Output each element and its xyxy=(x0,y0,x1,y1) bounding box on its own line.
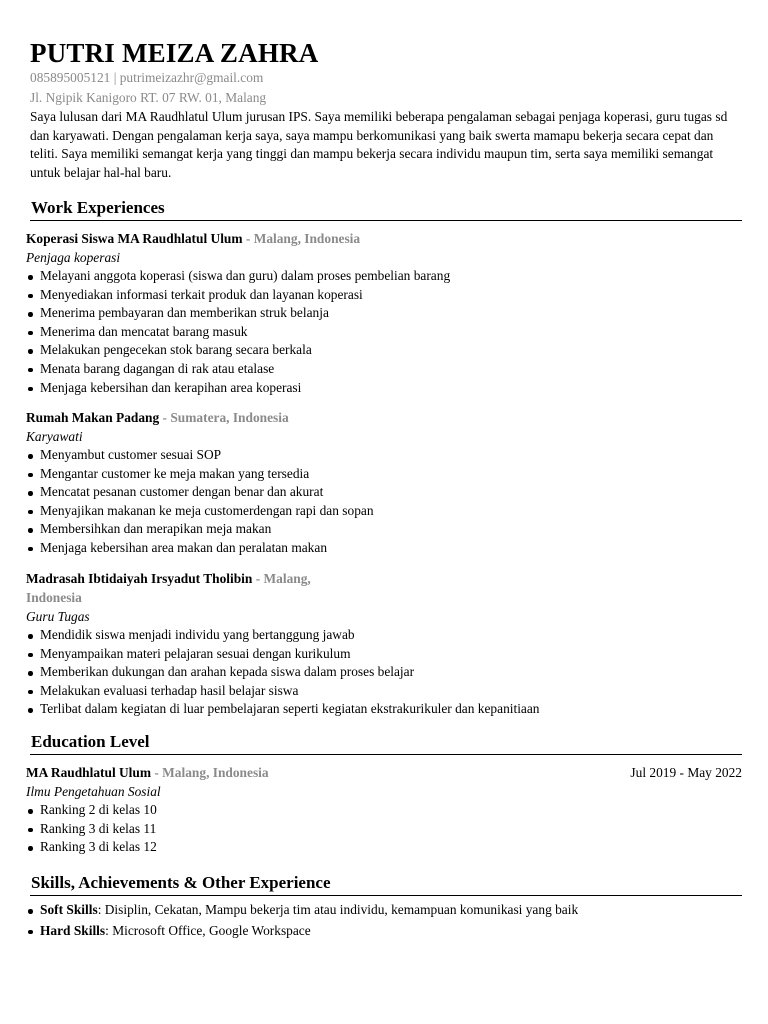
list-item: Menjaga kebersihan dan kerapihan area koperasi xyxy=(40,379,742,398)
entry-header xyxy=(26,229,742,248)
work-entry-rumah-makan xyxy=(26,408,742,558)
entry-location: Malang, Indonesia xyxy=(162,765,269,780)
entry-header xyxy=(26,408,742,427)
entry-organization: Madrasah Ibtidaiyah Irsyadut Tholibin xyxy=(26,571,253,586)
skill-value: : Microsoft Office, Google Workspace xyxy=(105,922,311,938)
entry-bullet-list xyxy=(26,801,742,857)
section-title-work: Work Experiences xyxy=(30,197,742,221)
list-item: Mencatat pesanan customer dengan benar dan akurat xyxy=(40,483,742,502)
list-item: Memberikan dukungan dan arahan kepada siswa dalam proses belajar xyxy=(40,663,742,682)
list-item: Mendidik siswa menjadi individu yang bertanggung jawab xyxy=(40,626,742,645)
entry-bullet-list xyxy=(26,626,742,719)
work-entry-koperasi xyxy=(26,229,742,397)
skills-list xyxy=(26,901,742,940)
entry-location: Malang, xyxy=(263,571,311,586)
list-item: Mengantar customer ke meja makan yang tersedia xyxy=(40,465,742,484)
contact-line: 085895005121 | putrimeizazhr@gmail.com xyxy=(30,70,264,85)
section-title-skills: Skills, Achievements & Other Experience xyxy=(30,872,742,896)
list-item: Menjaga kebersihan area makan dan peralatan makan xyxy=(40,539,742,558)
entry-location: Sumatera, Indonesia xyxy=(170,410,289,425)
list-item xyxy=(40,922,742,941)
skill-value: : Disiplin, Cekatan, Mampu bekerja tim atau individu, kemampuan komunikasi yang baik xyxy=(97,902,579,917)
list-item: Menyampaikan materi pelajaran sesuai dengan kurikulum xyxy=(40,645,742,664)
entry-separator: - xyxy=(252,571,264,586)
list-item: Ranking 3 di kelas 12 xyxy=(40,838,742,857)
list-item: Melakukan evaluasi terhadap hasil belajar siswa xyxy=(40,682,742,701)
entry-separator: - xyxy=(242,231,254,246)
list-item: Menerima pembayaran dan memberikan struk belanja xyxy=(40,304,742,323)
entry-separator: - xyxy=(159,410,171,425)
entry-bullet-list xyxy=(26,446,742,558)
list-item: Terlibat dalam kegiatan di luar pembelajaran seperti kegiatan ekstrakurikuler dan kepanitiaan xyxy=(40,700,742,719)
list-item: Menata barang dagangan di rak atau etalase xyxy=(40,360,742,379)
entry-location: Malang, Indonesia xyxy=(253,231,361,246)
entry-header xyxy=(26,569,742,607)
entry-role: Ilmu Pengetahuan Sosial xyxy=(26,784,161,799)
section-title-education: Education Level xyxy=(30,731,742,755)
entry-role: Penjaga koperasi xyxy=(26,250,121,265)
list-item: Menerima dan mencatat barang masuk xyxy=(40,323,742,342)
education-entry xyxy=(26,763,742,857)
list-item: Membersihkan dan merapikan meja makan xyxy=(40,520,742,539)
entry-organization: MA Raudhlatul Ulum xyxy=(26,765,152,780)
list-item: Melakukan pengecekan stok barang secara berkala xyxy=(40,341,742,360)
entry-role: Karyawati xyxy=(26,429,83,444)
list-item: Menyajikan makanan ke meja customerdengan rapi dan sopan xyxy=(40,502,742,521)
skill-label: Hard Skills xyxy=(40,922,106,938)
address-line: Jl. Ngipik Kanigoro RT. 07 RW. 01, Malang xyxy=(30,90,267,105)
list-item: Ranking 3 di kelas 11 xyxy=(40,820,742,839)
work-entry-madrasah xyxy=(26,569,742,719)
skills-entry xyxy=(26,901,742,940)
entry-role: Guru Tugas xyxy=(26,609,90,624)
entry-organization: Koperasi Siswa MA Raudhlatul Ulum xyxy=(26,231,243,246)
summary-paragraph: Saya lulusan dari MA Raudhlatul Ulum jurusan IPS. Saya memiliki beberapa pengalaman sebagai penjaga koperasi, guru tugas sd dan karyawati. Dengan pengalaman kerja saya, saya mampu berkomunikasi yang baik swerta mamapu bekerja secara cepat dan teliti. Saya memiliki semangat kerja yang tinggi dan mampu bekerja secara individu maupun tim, serta saya memiliki semangat untuk belajar hal-hal baru. xyxy=(30,109,728,180)
list-item: Menyediakan informasi terkait produk dan layanan koperasi xyxy=(40,286,742,305)
list-item: Melayani anggota koperasi (siswa dan guru) dalam proses pembelian barang xyxy=(40,267,742,286)
entry-header xyxy=(26,763,742,782)
list-item: Ranking 2 di kelas 10 xyxy=(40,801,742,820)
list-item xyxy=(40,901,742,920)
list-item: Menyambut customer sesuai SOP xyxy=(40,446,742,465)
candidate-name: PUTRI MEIZA ZAHRA xyxy=(30,38,319,68)
skill-label: Soft Skills xyxy=(40,902,98,917)
entry-location-continued: Indonesia xyxy=(26,590,82,605)
entry-date-range: Jul 2019 - May 2022 xyxy=(630,765,742,780)
entry-bullet-list xyxy=(26,267,742,397)
entry-separator: - xyxy=(151,765,163,780)
entry-organization: Rumah Makan Padang xyxy=(26,410,160,425)
